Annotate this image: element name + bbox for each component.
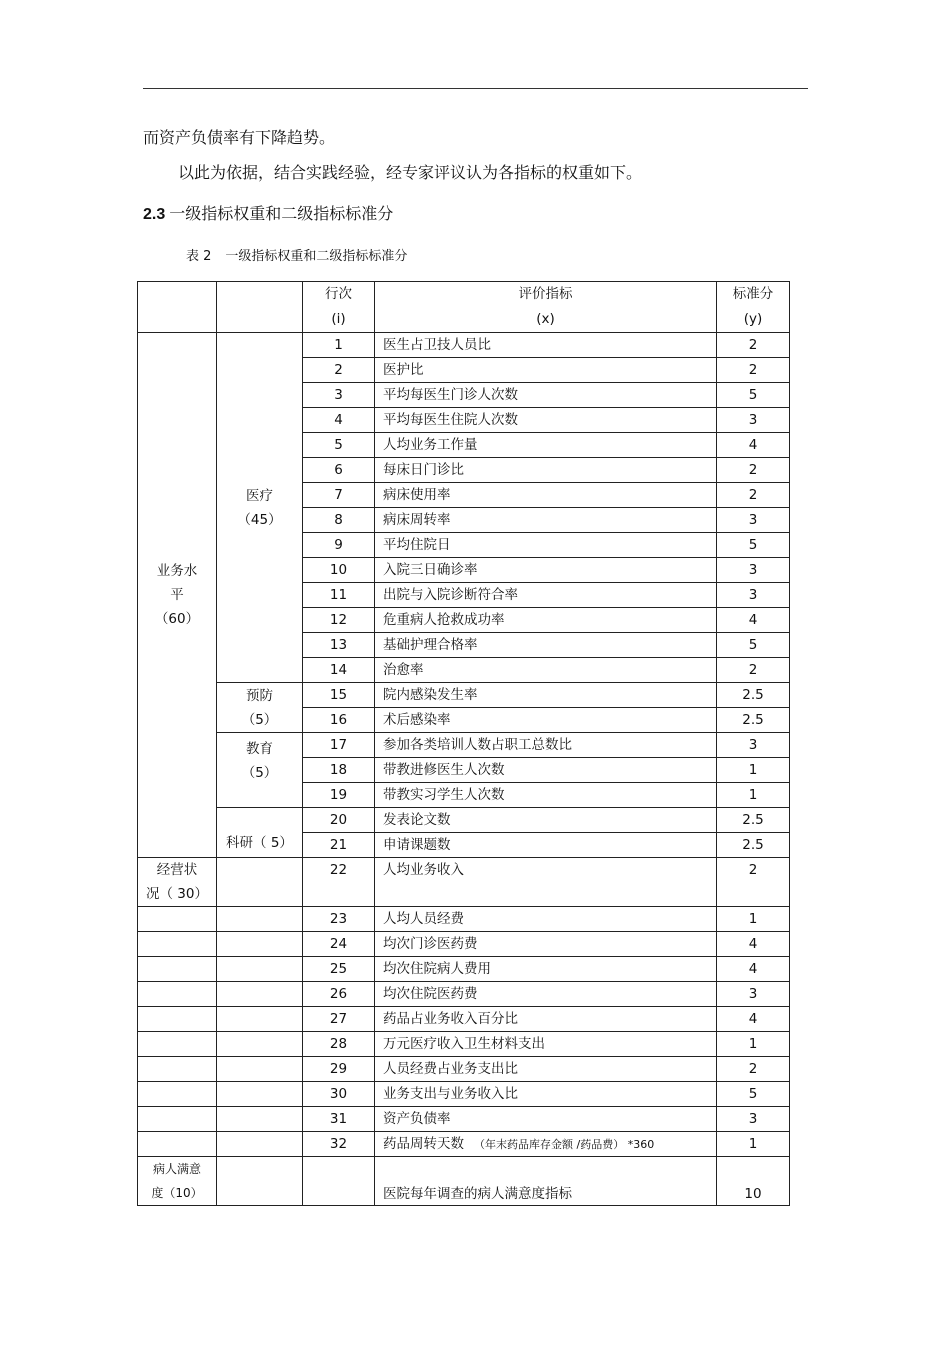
- table-row: [138, 733, 790, 758]
- header-score-symbol: (y): [743, 311, 763, 327]
- row-rank: [303, 1157, 375, 1206]
- header-rank-label: 行次: [325, 286, 352, 302]
- row-indicator: 平均每医生门诊人次数: [375, 383, 717, 408]
- row-score: 4: [717, 433, 790, 458]
- row-indicator: 入院三日确诊率: [375, 558, 717, 583]
- level1-empty: [138, 1057, 217, 1082]
- row-rank: 16: [303, 708, 375, 733]
- table-row: [138, 957, 790, 982]
- level2-prevention: [217, 683, 303, 733]
- level1-empty: [138, 932, 217, 957]
- level2-research-line: 科研（ 5）: [226, 835, 293, 851]
- row-indicator: 均次住院医药费: [375, 982, 717, 1007]
- row-rank: 20: [303, 808, 375, 833]
- row-score: 3: [717, 558, 790, 583]
- row-indicator: 药品占业务收入百分比: [375, 1007, 717, 1032]
- row-score: 1: [717, 907, 790, 932]
- row-indicator: 危重病人抢救成功率: [375, 608, 717, 633]
- row-indicator: 申请课题数: [375, 833, 717, 858]
- header-level2: [217, 282, 303, 333]
- row-rank: 18: [303, 758, 375, 783]
- row-indicator: 人均业务收入: [375, 858, 717, 907]
- row-indicator: 病床周转率: [375, 508, 717, 533]
- level2-empty: [217, 1032, 303, 1057]
- row-rank: 7: [303, 483, 375, 508]
- row-score: 2: [717, 858, 790, 907]
- row-score: 4: [717, 932, 790, 957]
- table-row: [138, 1157, 790, 1206]
- row-score: 4: [717, 608, 790, 633]
- row-score: 1: [717, 1032, 790, 1057]
- level2-medical-line: 医疗: [246, 487, 273, 504]
- level2-research: [217, 808, 303, 858]
- row-indicator: 基础护理合格率: [375, 633, 717, 658]
- level2-empty: [217, 932, 303, 957]
- row-score: 3: [717, 1107, 790, 1132]
- level2-empty: [217, 1132, 303, 1157]
- row-rank: 21: [303, 833, 375, 858]
- row-rank: 32: [303, 1132, 375, 1157]
- row-rank: 11: [303, 583, 375, 608]
- level2-empty: [217, 858, 303, 907]
- level1-satisfaction-line: 病人满意: [152, 1162, 201, 1176]
- level1-empty: [138, 907, 217, 932]
- row-rank: 15: [303, 683, 375, 708]
- paragraph-2: 以此为依据，结合实践经验，经专家评议认为各指标的权重如下。: [178, 163, 643, 182]
- row-rank: 19: [303, 783, 375, 808]
- row-rank: 3: [303, 383, 375, 408]
- row-indicator: 治愈率: [375, 658, 717, 683]
- row-rank: 30: [303, 1082, 375, 1107]
- level1-satisfaction: [138, 1157, 217, 1206]
- row-score: 2.5: [717, 683, 790, 708]
- level2-empty: [217, 1157, 303, 1206]
- level1-operation-line: 经营状: [156, 862, 198, 878]
- row-indicator: 出院与入院诊断符合率: [375, 583, 717, 608]
- table-row: [138, 1057, 790, 1082]
- header-indicator-symbol: (x): [536, 311, 555, 327]
- row-indicator: 参加各类培训人数占职工总数比: [375, 733, 717, 758]
- row-rank: 24: [303, 932, 375, 957]
- level1-business-line: 业务水: [156, 563, 198, 579]
- row-score: 4: [717, 1007, 790, 1032]
- table-row: [138, 808, 790, 833]
- row-score: 3: [717, 982, 790, 1007]
- row-indicator: 医院每年调查的病人满意度指标: [375, 1157, 717, 1206]
- level2-empty: [217, 1057, 303, 1082]
- row-indicator: 平均每医生住院人次数: [375, 408, 717, 433]
- paragraph-1: 而资产负债率有下降趋势。: [143, 128, 336, 147]
- row-score: 3: [717, 733, 790, 758]
- row-indicator: 带教进修医生人次数: [375, 758, 717, 783]
- level1-business: [138, 333, 217, 858]
- table-caption: [186, 249, 407, 265]
- header-level1: [138, 282, 217, 333]
- row-score: 3: [717, 583, 790, 608]
- row-rank: 9: [303, 533, 375, 558]
- row-score: 2: [717, 333, 790, 358]
- row-score: 2: [717, 1057, 790, 1082]
- table-row: [138, 1107, 790, 1132]
- row-score: 3: [717, 408, 790, 433]
- row-rank: 25: [303, 957, 375, 982]
- table-row: [138, 683, 790, 708]
- row-score: 5: [717, 533, 790, 558]
- header-indicator: [375, 282, 717, 333]
- row-rank: 5: [303, 433, 375, 458]
- row-rank: 2: [303, 358, 375, 383]
- row-rank: 6: [303, 458, 375, 483]
- row-score: 2: [717, 358, 790, 383]
- table-row: [138, 858, 790, 907]
- level1-empty: [138, 957, 217, 982]
- level1-business-line: 平: [170, 587, 184, 603]
- level2-medical: [217, 333, 303, 683]
- row-score: 2.5: [717, 808, 790, 833]
- row-rank: 1: [303, 333, 375, 358]
- section-title: 一级指标权重和二级指标标准分: [169, 204, 394, 223]
- row-score: 2.5: [717, 708, 790, 733]
- level1-satisfaction-line: 度（10）: [151, 1186, 203, 1200]
- level2-medical-line: （45）: [237, 511, 282, 528]
- table-row: [138, 907, 790, 932]
- table-row: [138, 1082, 790, 1107]
- row-indicator: 万元医疗收入卫生材料支出: [375, 1032, 717, 1057]
- level2-prevention-line: （5）: [241, 711, 278, 728]
- row-indicator: 均次住院病人费用: [375, 957, 717, 982]
- row-rank: 27: [303, 1007, 375, 1032]
- row-rank: 8: [303, 508, 375, 533]
- row-rank: 23: [303, 907, 375, 932]
- table-row: [138, 982, 790, 1007]
- table-row: [138, 932, 790, 957]
- level2-education-line: （5）: [241, 765, 278, 781]
- row-score: 1: [717, 783, 790, 808]
- table-caption-label: 表 2: [186, 249, 212, 264]
- table-row: [138, 1132, 790, 1157]
- level1-empty: [138, 1107, 217, 1132]
- row-rank: 10: [303, 558, 375, 583]
- row-score: 2: [717, 458, 790, 483]
- row-score: 2: [717, 483, 790, 508]
- row-indicator: 人员经费占业务支出比: [375, 1057, 717, 1082]
- level2-empty: [217, 1082, 303, 1107]
- level1-operation-line: 况（ 30）: [146, 886, 208, 902]
- table-caption-title: 一级指标权重和二级指标标准分: [225, 249, 408, 264]
- header-rank: [303, 282, 375, 333]
- level1-empty: [138, 1032, 217, 1057]
- row-indicator: 均次门诊医药费: [375, 932, 717, 957]
- level1-empty: [138, 1007, 217, 1032]
- row-score: 2.5: [717, 833, 790, 858]
- level1-business-line: （60）: [154, 611, 200, 627]
- row-indicator: 资产负债率: [375, 1107, 717, 1132]
- level1-empty: [138, 982, 217, 1007]
- header-indicator-label: 评价指标: [518, 286, 573, 302]
- level2-education-line: 教育: [246, 741, 273, 757]
- row-indicator: 院内感染发生率: [375, 683, 717, 708]
- row-indicator-note: （年末药品库存金额 /药品费） *360: [474, 1137, 655, 1151]
- header-score: [717, 282, 790, 333]
- level1-operation: [138, 858, 217, 907]
- row-indicator: 病床使用率: [375, 483, 717, 508]
- row-rank: 26: [303, 982, 375, 1007]
- level2-empty: [217, 1107, 303, 1132]
- row-indicator: 人均业务工作量: [375, 433, 717, 458]
- level2-education: [217, 733, 303, 808]
- header-rank-symbol: (i): [331, 311, 346, 327]
- row-indicator: 每床日门诊比: [375, 458, 717, 483]
- header-score-label: 标准分: [732, 286, 774, 302]
- table-header-row: [138, 282, 790, 333]
- row-score: 2: [717, 658, 790, 683]
- row-indicator-text: 药品周转天数: [383, 1135, 464, 1152]
- row-indicator: 术后感染率: [375, 708, 717, 733]
- row-indicator: 带教实习学生人次数: [375, 783, 717, 808]
- row-indicator: 业务支出与业务收入比: [375, 1082, 717, 1107]
- section-heading: [143, 204, 393, 225]
- row-score: 10: [717, 1157, 790, 1206]
- table-row: [138, 1032, 790, 1057]
- row-score: 4: [717, 957, 790, 982]
- row-rank: 12: [303, 608, 375, 633]
- row-score: 5: [717, 383, 790, 408]
- table-row: [138, 1007, 790, 1032]
- level2-prevention-line: 预防: [246, 687, 273, 704]
- row-indicator: 医护比: [375, 358, 717, 383]
- row-rank: 14: [303, 658, 375, 683]
- row-indicator: 人均人员经费: [375, 907, 717, 932]
- row-rank: 31: [303, 1107, 375, 1132]
- level2-empty: [217, 982, 303, 1007]
- row-rank: 22: [303, 858, 375, 907]
- row-score: 1: [717, 758, 790, 783]
- row-indicator: 平均住院日: [375, 533, 717, 558]
- row-rank: 28: [303, 1032, 375, 1057]
- row-indicator: [375, 1132, 717, 1157]
- level1-empty: [138, 1132, 217, 1157]
- row-score: 5: [717, 633, 790, 658]
- level1-empty: [138, 1082, 217, 1107]
- row-rank: 13: [303, 633, 375, 658]
- level2-empty: [217, 907, 303, 932]
- section-number: 2.3: [143, 206, 166, 223]
- header-rule: [143, 88, 808, 89]
- row-score: 3: [717, 508, 790, 533]
- table-row: [138, 333, 790, 358]
- row-score: 1: [717, 1132, 790, 1157]
- row-score: 5: [717, 1082, 790, 1107]
- level2-empty: [217, 957, 303, 982]
- level2-empty: [217, 1007, 303, 1032]
- row-rank: 29: [303, 1057, 375, 1082]
- row-indicator: 医生占卫技人员比: [375, 333, 717, 358]
- row-indicator: 发表论文数: [375, 808, 717, 833]
- row-rank: 17: [303, 733, 375, 758]
- indicator-table: [137, 281, 790, 1206]
- row-rank: 4: [303, 408, 375, 433]
